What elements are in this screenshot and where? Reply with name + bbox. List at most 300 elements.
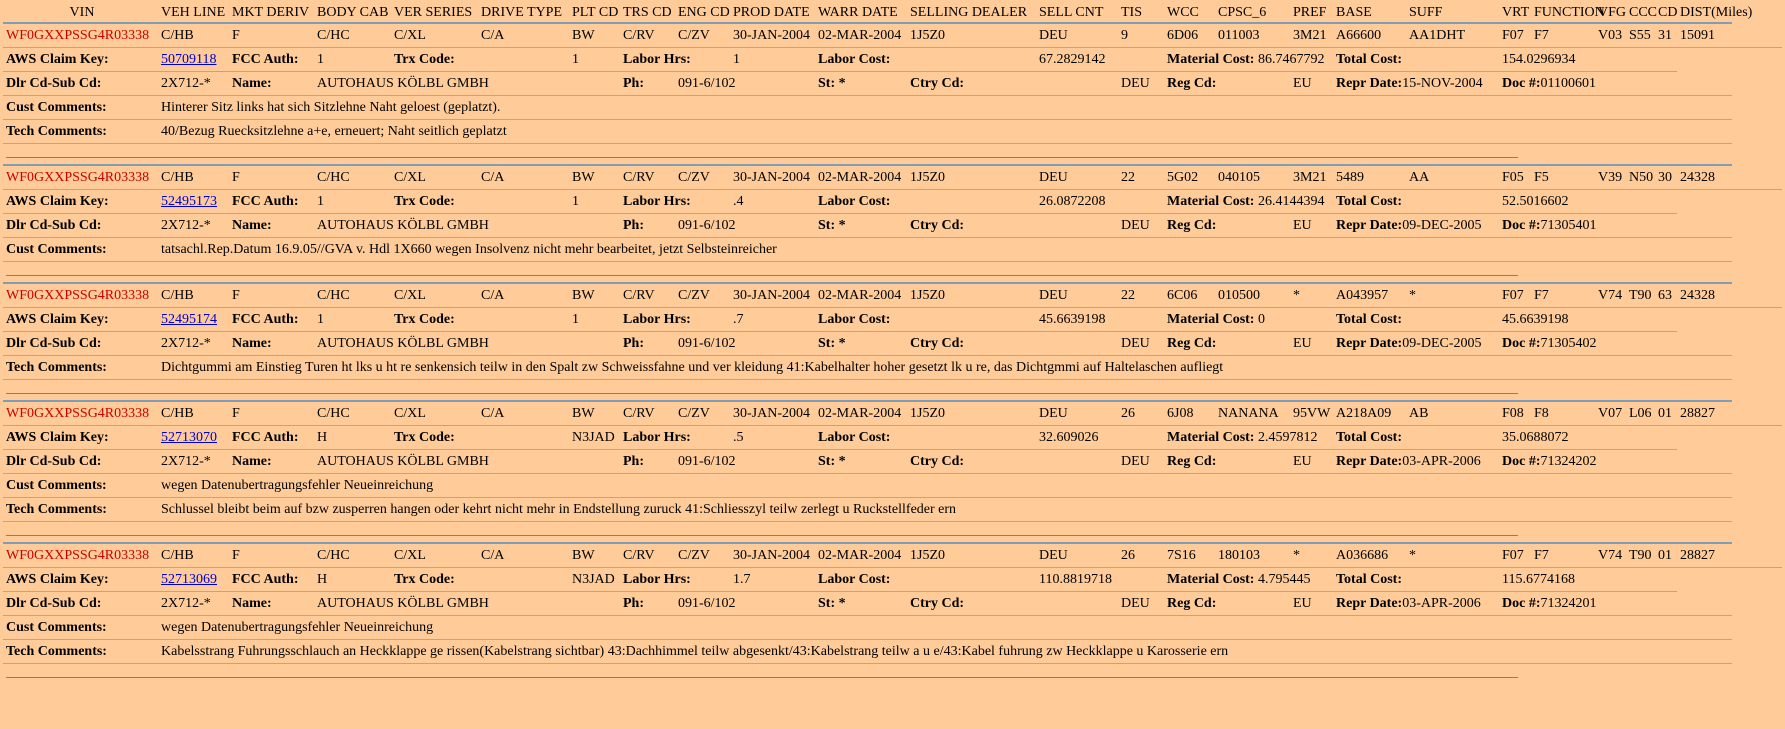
vin-value: WF0GXXPSSG4R03338 bbox=[3, 23, 158, 48]
field-pref: 3M21 bbox=[1290, 23, 1333, 48]
cust-comment-text: wegen Datenubertragungsfehler Neueinreichung bbox=[158, 616, 1732, 640]
label-fcc-auth: FCC Auth: bbox=[229, 48, 314, 72]
field-sell_cnt: DEU bbox=[1036, 543, 1118, 568]
dlr-cd-value: 2X712-* bbox=[158, 214, 229, 238]
trx-code-value: N3JAD bbox=[569, 426, 620, 450]
field-base: A043957 bbox=[1333, 283, 1406, 308]
column-header: VEH LINE bbox=[161, 5, 226, 20]
field-eng_cd: C/ZV bbox=[675, 165, 730, 190]
field-ccc: S55 bbox=[1626, 23, 1655, 48]
vehicle-row bbox=[3, 401, 1782, 426]
label-ph: Ph: bbox=[620, 72, 675, 96]
cust-comment-text: Hinterer Sitz links hat sich Sitzlehne Naht geloest (geplatzt). bbox=[158, 96, 1732, 120]
column-header: VFG bbox=[1598, 5, 1627, 20]
record-separator bbox=[3, 144, 1782, 166]
field-eng_cd: C/ZV bbox=[675, 543, 730, 568]
field-wcc: 6J08 bbox=[1164, 401, 1215, 426]
dealer-name: AUTOHAUS KÖLBL GMBH bbox=[314, 72, 620, 96]
column-header: PLT CD bbox=[572, 5, 619, 20]
field-warr_date: 02-MAR-2004 bbox=[815, 283, 907, 308]
material-cost-value: 0 bbox=[1254, 311, 1265, 327]
field-cpsc: NANANA bbox=[1215, 401, 1290, 426]
vehicle-row bbox=[3, 23, 1782, 48]
field-base: 5489 bbox=[1333, 165, 1406, 190]
field-cpsc: 010500 bbox=[1215, 283, 1290, 308]
column-header: TIS bbox=[1121, 5, 1142, 20]
field-prod_date: 30-JAN-2004 bbox=[730, 543, 815, 568]
label-doc bbox=[1499, 592, 1677, 616]
field-pref: * bbox=[1290, 543, 1333, 568]
repr-date-value: 03-APR-2006 bbox=[1402, 595, 1481, 611]
field-vrt: F07 bbox=[1499, 543, 1531, 568]
material-cost-value: 86.7467792 bbox=[1254, 51, 1325, 67]
field-tis: 22 bbox=[1118, 283, 1164, 308]
field-body_cab: C/HC bbox=[314, 23, 391, 48]
column-header: DIST(Miles) bbox=[1680, 5, 1753, 20]
total-cost-value: 45.6639198 bbox=[1499, 308, 1626, 332]
column-header: DRIVE TYPE bbox=[481, 5, 563, 20]
claim-row bbox=[3, 568, 1782, 592]
field-trs_cd: C/RV bbox=[620, 543, 675, 568]
tech-comment-text: 40/Bezug Ruecksitzlehne a+e, erneuert; Naht seitlich geplatzt bbox=[158, 120, 1732, 144]
field-dist: 28827 bbox=[1677, 543, 1732, 568]
label-trx-code: Trx Code: bbox=[391, 426, 569, 450]
field-dist: 24328 bbox=[1677, 283, 1732, 308]
field-eng_cd: C/ZV bbox=[675, 283, 730, 308]
reg-value: EU bbox=[1290, 592, 1333, 616]
field-dist: 15091 bbox=[1677, 23, 1732, 48]
label-name: Name: bbox=[229, 214, 314, 238]
field-prod_date: 30-JAN-2004 bbox=[730, 283, 815, 308]
claim-row bbox=[3, 48, 1782, 72]
field-selling_dealer: 1J5Z0 bbox=[907, 23, 1036, 48]
field-vrt: F07 bbox=[1499, 23, 1531, 48]
label-aws-claim-key: AWS Claim Key: bbox=[3, 48, 158, 72]
fcc-auth-value: H bbox=[314, 426, 391, 450]
tech-comment-row bbox=[3, 640, 1782, 664]
label-cust-comments: Cust Comments: bbox=[3, 238, 158, 262]
labor-cost-value: 32.609026 bbox=[1036, 426, 1164, 450]
label-cust-comments: Cust Comments: bbox=[3, 474, 158, 498]
label-fcc-auth: FCC Auth: bbox=[229, 190, 314, 214]
field-warr_date: 02-MAR-2004 bbox=[815, 23, 907, 48]
field-cd: 01 bbox=[1655, 401, 1677, 426]
claim-key-link[interactable]: 52713070 bbox=[161, 429, 217, 445]
label-material-cost bbox=[1164, 308, 1333, 332]
field-function: F5 bbox=[1531, 165, 1595, 190]
phone-value: 091-6/102 bbox=[675, 450, 815, 474]
label-dlr-cd: Dlr Cd-Sub Cd: bbox=[3, 450, 158, 474]
label-cust-comments: Cust Comments: bbox=[3, 96, 158, 120]
field-base: A036686 bbox=[1333, 543, 1406, 568]
label-aws-claim-key: AWS Claim Key: bbox=[3, 190, 158, 214]
vin-value: WF0GXXPSSG4R03338 bbox=[3, 165, 158, 190]
label-name: Name: bbox=[229, 332, 314, 356]
label-labor-cost: Labor Cost: bbox=[815, 308, 1036, 332]
claim-key-link[interactable]: 52495173 bbox=[161, 193, 217, 209]
field-base: A218A09 bbox=[1333, 401, 1406, 426]
vin-value: WF0GXXPSSG4R03338 bbox=[3, 283, 158, 308]
field-dist: 28827 bbox=[1677, 401, 1732, 426]
field-vrt: F05 bbox=[1499, 165, 1531, 190]
reg-value: EU bbox=[1290, 450, 1333, 474]
label-name: Name: bbox=[229, 450, 314, 474]
cust-comment-row bbox=[3, 96, 1782, 120]
field-sell_cnt: DEU bbox=[1036, 23, 1118, 48]
doc-value: 01100601 bbox=[1540, 75, 1596, 91]
field-selling_dealer: 1J5Z0 bbox=[907, 401, 1036, 426]
label-fcc-auth: FCC Auth: bbox=[229, 568, 314, 592]
repr-date-label-text: Repr Date: bbox=[1336, 453, 1403, 469]
label-st: St: * bbox=[815, 332, 907, 356]
field-pref: 95VW bbox=[1290, 401, 1333, 426]
label-labor-hrs: Labor Hrs: bbox=[620, 190, 730, 214]
material-cost-label-text: Material Cost: bbox=[1167, 429, 1255, 445]
labor-hrs-value: 1 bbox=[730, 48, 815, 72]
warranty-claims-table bbox=[3, 0, 1782, 684]
phone-value: 091-6/102 bbox=[675, 72, 815, 96]
dlr-cd-value: 2X712-* bbox=[158, 450, 229, 474]
label-material-cost bbox=[1164, 190, 1333, 214]
filler bbox=[1626, 48, 1782, 72]
phone-value: 091-6/102 bbox=[675, 332, 815, 356]
label-material-cost bbox=[1164, 426, 1333, 450]
fcc-auth-value: 1 bbox=[314, 48, 391, 72]
trx-code-value: 1 bbox=[569, 308, 620, 332]
field-sell_cnt: DEU bbox=[1036, 165, 1118, 190]
cust-comment-text: tatsachl.Rep.Datum 16.9.05//GVA v. Hdl 1X660 wegen Insolvenz nicht mehr bearbeitet, jetzt Selbsteinreicher bbox=[158, 238, 1732, 262]
field-ccc: N50 bbox=[1626, 165, 1655, 190]
labor-hrs-value: .4 bbox=[730, 190, 815, 214]
field-mkt_deriv: F bbox=[229, 283, 314, 308]
label-tech-comments: Tech Comments: bbox=[3, 640, 158, 664]
total-cost-value: 52.5016602 bbox=[1499, 190, 1626, 214]
field-sell_cnt: DEU bbox=[1036, 401, 1118, 426]
claim-row bbox=[3, 426, 1782, 450]
label-trx-code: Trx Code: bbox=[391, 48, 569, 72]
record-separator bbox=[3, 380, 1782, 402]
label-name: Name: bbox=[229, 72, 314, 96]
field-warr_date: 02-MAR-2004 bbox=[815, 543, 907, 568]
field-ver_series: C/XL bbox=[391, 401, 478, 426]
field-prod_date: 30-JAN-2004 bbox=[730, 401, 815, 426]
reg-value: EU bbox=[1290, 332, 1333, 356]
field-cd: 31 bbox=[1655, 23, 1677, 48]
doc-value: 71305402 bbox=[1540, 335, 1597, 351]
field-vfg: V74 bbox=[1595, 543, 1626, 568]
material-cost-value: 2.4597812 bbox=[1254, 429, 1318, 445]
reg-value: EU bbox=[1290, 214, 1333, 238]
field-tis: 26 bbox=[1118, 401, 1164, 426]
label-reg-cd: Reg Cd: bbox=[1164, 72, 1290, 96]
repr-date-value: 03-APR-2006 bbox=[1402, 453, 1481, 469]
field-trs_cd: C/RV bbox=[620, 23, 675, 48]
field-drive_type: C/A bbox=[478, 401, 569, 426]
field-veh_line: C/HB bbox=[158, 165, 229, 190]
label-repr-date bbox=[1333, 592, 1499, 616]
label-aws-claim-key: AWS Claim Key: bbox=[3, 426, 158, 450]
claim-key[interactable] bbox=[158, 48, 229, 72]
field-veh_line: C/HB bbox=[158, 401, 229, 426]
field-warr_date: 02-MAR-2004 bbox=[815, 165, 907, 190]
repr-date-value: 15-NOV-2004 bbox=[1402, 75, 1483, 91]
dlr-cd-value: 2X712-* bbox=[158, 72, 229, 96]
label-ctry-cd: Ctry Cd: bbox=[907, 214, 1118, 238]
field-cpsc: 180103 bbox=[1215, 543, 1290, 568]
doc-label-text: Doc #: bbox=[1502, 217, 1541, 233]
field-drive_type: C/A bbox=[478, 23, 569, 48]
field-eng_cd: C/ZV bbox=[675, 401, 730, 426]
claim-key-link[interactable]: 50709118 bbox=[161, 51, 217, 67]
label-labor-cost: Labor Cost: bbox=[815, 568, 1036, 592]
repr-date-label-text: Repr Date: bbox=[1336, 595, 1403, 611]
tech-comment-text: Dichtgummi am Einstieg Turen ht lks u ht re senkensich teilw in den Spalt zw Schweissfahne und ver kleidung 41:Kabelhalter hoher gesetzt lk u re, das Dichtgmmi auf Haltelaschen aufliegt bbox=[158, 356, 1732, 380]
fcc-auth-value: 1 bbox=[314, 190, 391, 214]
label-dlr-cd: Dlr Cd-Sub Cd: bbox=[3, 72, 158, 96]
label-ph: Ph: bbox=[620, 592, 675, 616]
field-cd: 63 bbox=[1655, 283, 1677, 308]
label-repr-date bbox=[1333, 214, 1499, 238]
label-ctry-cd: Ctry Cd: bbox=[907, 450, 1118, 474]
field-function: F7 bbox=[1531, 543, 1595, 568]
field-warr_date: 02-MAR-2004 bbox=[815, 401, 907, 426]
separator-cell bbox=[3, 262, 1732, 284]
field-veh_line: C/HB bbox=[158, 543, 229, 568]
doc-value: 71324201 bbox=[1540, 595, 1597, 611]
label-dlr-cd: Dlr Cd-Sub Cd: bbox=[3, 332, 158, 356]
label-tech-comments: Tech Comments: bbox=[3, 120, 158, 144]
label-labor-cost: Labor Cost: bbox=[815, 190, 1036, 214]
record-separator bbox=[3, 522, 1782, 544]
field-base: A66600 bbox=[1333, 23, 1406, 48]
label-total-cost: Total Cost: bbox=[1333, 190, 1499, 214]
claim-key-link[interactable]: 52495174 bbox=[161, 311, 217, 327]
label-name: Name: bbox=[229, 592, 314, 616]
label-reg-cd: Reg Cd: bbox=[1164, 450, 1290, 474]
column-header: ENG CD bbox=[678, 5, 730, 20]
trx-code-value: N3JAD bbox=[569, 568, 620, 592]
ctry-value: DEU bbox=[1118, 332, 1164, 356]
label-tech-comments: Tech Comments: bbox=[3, 498, 158, 522]
field-cpsc: 011003 bbox=[1215, 23, 1290, 48]
phone-value: 091-6/102 bbox=[675, 214, 815, 238]
separator-rule bbox=[6, 535, 1518, 536]
total-cost-value: 35.0688072 bbox=[1499, 426, 1626, 450]
vehicle-row bbox=[3, 165, 1782, 190]
label-material-cost bbox=[1164, 48, 1333, 72]
label-cust-comments: Cust Comments: bbox=[3, 616, 158, 640]
column-header: CCC bbox=[1629, 5, 1658, 20]
field-trs_cd: C/RV bbox=[620, 401, 675, 426]
field-veh_line: C/HB bbox=[158, 283, 229, 308]
repr-date-value: 09-DEC-2005 bbox=[1402, 335, 1482, 351]
doc-label-text: Doc #: bbox=[1502, 595, 1541, 611]
label-doc bbox=[1499, 332, 1677, 356]
column-header: VRT bbox=[1502, 5, 1530, 20]
label-ctry-cd: Ctry Cd: bbox=[907, 592, 1118, 616]
field-mkt_deriv: F bbox=[229, 165, 314, 190]
total-cost-value: 154.0296934 bbox=[1499, 48, 1626, 72]
cust-comment-text: wegen Datenubertragungsfehler Neueinreichung bbox=[158, 474, 1732, 498]
separator-rule bbox=[6, 157, 1518, 158]
field-wcc: 7S16 bbox=[1164, 543, 1215, 568]
dealer-name: AUTOHAUS KÖLBL GMBH bbox=[314, 332, 620, 356]
claim-key[interactable] bbox=[158, 568, 229, 592]
doc-label-text: Doc #: bbox=[1502, 75, 1541, 91]
label-doc bbox=[1499, 72, 1677, 96]
column-header: PROD DATE bbox=[733, 5, 810, 20]
field-selling_dealer: 1J5Z0 bbox=[907, 283, 1036, 308]
trx-code-value: 1 bbox=[569, 48, 620, 72]
repr-date-label-text: Repr Date: bbox=[1336, 335, 1403, 351]
doc-label-text: Doc #: bbox=[1502, 453, 1541, 469]
separator-cell bbox=[3, 380, 1732, 402]
field-plt_cd: BW bbox=[569, 283, 620, 308]
field-body_cab: C/HC bbox=[314, 283, 391, 308]
filler bbox=[1626, 308, 1782, 332]
field-ver_series: C/XL bbox=[391, 165, 478, 190]
column-header: VIN bbox=[69, 5, 95, 20]
field-wcc: 6C06 bbox=[1164, 283, 1215, 308]
material-cost-label-text: Material Cost: bbox=[1167, 571, 1255, 587]
field-cpsc: 040105 bbox=[1215, 165, 1290, 190]
field-cd: 01 bbox=[1655, 543, 1677, 568]
field-vrt: F08 bbox=[1499, 401, 1531, 426]
record-separator bbox=[3, 262, 1782, 284]
label-fcc-auth: FCC Auth: bbox=[229, 426, 314, 450]
tech-comment-text: Kabelsstrang Fuhrungsschlauch an Heckklappe ge rissen(Kabelstrang sichtbar) 43:Dachhimmel teilw abgesenkt/43:Kabelstrang teilw a u e/43:Kabel fuhrung zw Heckklappe u Karosserie ern bbox=[158, 640, 1732, 664]
label-doc bbox=[1499, 450, 1677, 474]
field-wcc: 6D06 bbox=[1164, 23, 1215, 48]
label-st: St: * bbox=[815, 450, 907, 474]
label-ph: Ph: bbox=[620, 214, 675, 238]
label-labor-hrs: Labor Hrs: bbox=[620, 308, 730, 332]
claim-key[interactable] bbox=[158, 426, 229, 450]
column-header: VER SERIES bbox=[394, 5, 473, 20]
doc-value: 71324202 bbox=[1540, 453, 1597, 469]
claim-key[interactable] bbox=[158, 190, 229, 214]
column-header: MKT DERIV bbox=[232, 5, 310, 20]
field-suff: AB bbox=[1406, 401, 1499, 426]
column-header: TRS CD bbox=[623, 5, 672, 20]
field-body_cab: C/HC bbox=[314, 165, 391, 190]
column-header: BASE bbox=[1336, 5, 1372, 20]
column-header: SELLING DEALER bbox=[910, 5, 1028, 20]
field-trs_cd: C/RV bbox=[620, 283, 675, 308]
field-vfg: V07 bbox=[1595, 401, 1626, 426]
label-fcc-auth: FCC Auth: bbox=[229, 308, 314, 332]
label-st: St: * bbox=[815, 72, 907, 96]
tech-comment-row bbox=[3, 120, 1782, 144]
label-repr-date bbox=[1333, 450, 1499, 474]
field-tis: 26 bbox=[1118, 543, 1164, 568]
repr-date-label-text: Repr Date: bbox=[1336, 75, 1403, 91]
label-st: St: * bbox=[815, 214, 907, 238]
column-header: BODY CAB bbox=[317, 5, 389, 20]
field-function: F7 bbox=[1531, 283, 1595, 308]
label-total-cost: Total Cost: bbox=[1333, 48, 1499, 72]
filler bbox=[1626, 426, 1782, 450]
label-aws-claim-key: AWS Claim Key: bbox=[3, 308, 158, 332]
ctry-value: DEU bbox=[1118, 214, 1164, 238]
labor-hrs-value: .7 bbox=[730, 308, 815, 332]
separator-rule bbox=[6, 275, 1518, 276]
label-tech-comments: Tech Comments: bbox=[3, 356, 158, 380]
dealer-row bbox=[3, 332, 1782, 356]
column-header: CPSC_6 bbox=[1218, 5, 1267, 20]
label-ph: Ph: bbox=[620, 332, 675, 356]
label-repr-date bbox=[1333, 72, 1499, 96]
ctry-value: DEU bbox=[1118, 592, 1164, 616]
doc-value: 71305401 bbox=[1540, 217, 1597, 233]
field-plt_cd: BW bbox=[569, 401, 620, 426]
claim-key-link[interactable]: 52713069 bbox=[161, 571, 217, 587]
vehicle-row bbox=[3, 283, 1782, 308]
labor-hrs-value: 1.7 bbox=[730, 568, 815, 592]
field-function: F7 bbox=[1531, 23, 1595, 48]
separator-cell bbox=[3, 144, 1732, 166]
field-selling_dealer: 1J5Z0 bbox=[907, 543, 1036, 568]
label-total-cost: Total Cost: bbox=[1333, 568, 1499, 592]
separator-rule bbox=[6, 393, 1518, 394]
column-header: FUNCTION bbox=[1534, 5, 1605, 20]
cust-comment-row bbox=[3, 616, 1782, 640]
reg-value: EU bbox=[1290, 72, 1333, 96]
labor-hrs-value: .5 bbox=[730, 426, 815, 450]
field-function: F8 bbox=[1531, 401, 1595, 426]
field-drive_type: C/A bbox=[478, 283, 569, 308]
ctry-value: DEU bbox=[1118, 72, 1164, 96]
material-cost-value: 4.795445 bbox=[1254, 571, 1311, 587]
field-body_cab: C/HC bbox=[314, 401, 391, 426]
field-plt_cd: BW bbox=[569, 23, 620, 48]
dealer-name: AUTOHAUS KÖLBL GMBH bbox=[314, 592, 620, 616]
vehicle-row bbox=[3, 543, 1782, 568]
field-wcc: 5G02 bbox=[1164, 165, 1215, 190]
label-dlr-cd: Dlr Cd-Sub Cd: bbox=[3, 214, 158, 238]
field-pref: * bbox=[1290, 283, 1333, 308]
field-suff: * bbox=[1406, 283, 1499, 308]
claim-key[interactable] bbox=[158, 308, 229, 332]
field-vfg: V03 bbox=[1595, 23, 1626, 48]
material-cost-value: 26.4144394 bbox=[1254, 193, 1325, 209]
field-veh_line: C/HB bbox=[158, 23, 229, 48]
field-vfg: V74 bbox=[1595, 283, 1626, 308]
field-suff: AA1DHT bbox=[1406, 23, 1499, 48]
dealer-name: AUTOHAUS KÖLBL GMBH bbox=[314, 214, 620, 238]
separator-rule bbox=[6, 677, 1518, 678]
repr-date-value: 09-DEC-2005 bbox=[1402, 217, 1482, 233]
phone-value: 091-6/102 bbox=[675, 592, 815, 616]
field-sell_cnt: DEU bbox=[1036, 283, 1118, 308]
field-mkt_deriv: F bbox=[229, 23, 314, 48]
field-vrt: F07 bbox=[1499, 283, 1531, 308]
fcc-auth-value: H bbox=[314, 568, 391, 592]
field-ver_series: C/XL bbox=[391, 23, 478, 48]
field-dist: 24328 bbox=[1677, 165, 1732, 190]
label-doc bbox=[1499, 214, 1677, 238]
repr-date-label-text: Repr Date: bbox=[1336, 217, 1403, 233]
labor-cost-value: 67.2829142 bbox=[1036, 48, 1164, 72]
tech-comment-row bbox=[3, 356, 1782, 380]
column-header: WCC bbox=[1167, 5, 1199, 20]
label-repr-date bbox=[1333, 332, 1499, 356]
separator-cell bbox=[3, 522, 1732, 544]
label-labor-hrs: Labor Hrs: bbox=[620, 426, 730, 450]
material-cost-label-text: Material Cost: bbox=[1167, 51, 1255, 67]
label-total-cost: Total Cost: bbox=[1333, 308, 1499, 332]
label-dlr-cd: Dlr Cd-Sub Cd: bbox=[3, 592, 158, 616]
